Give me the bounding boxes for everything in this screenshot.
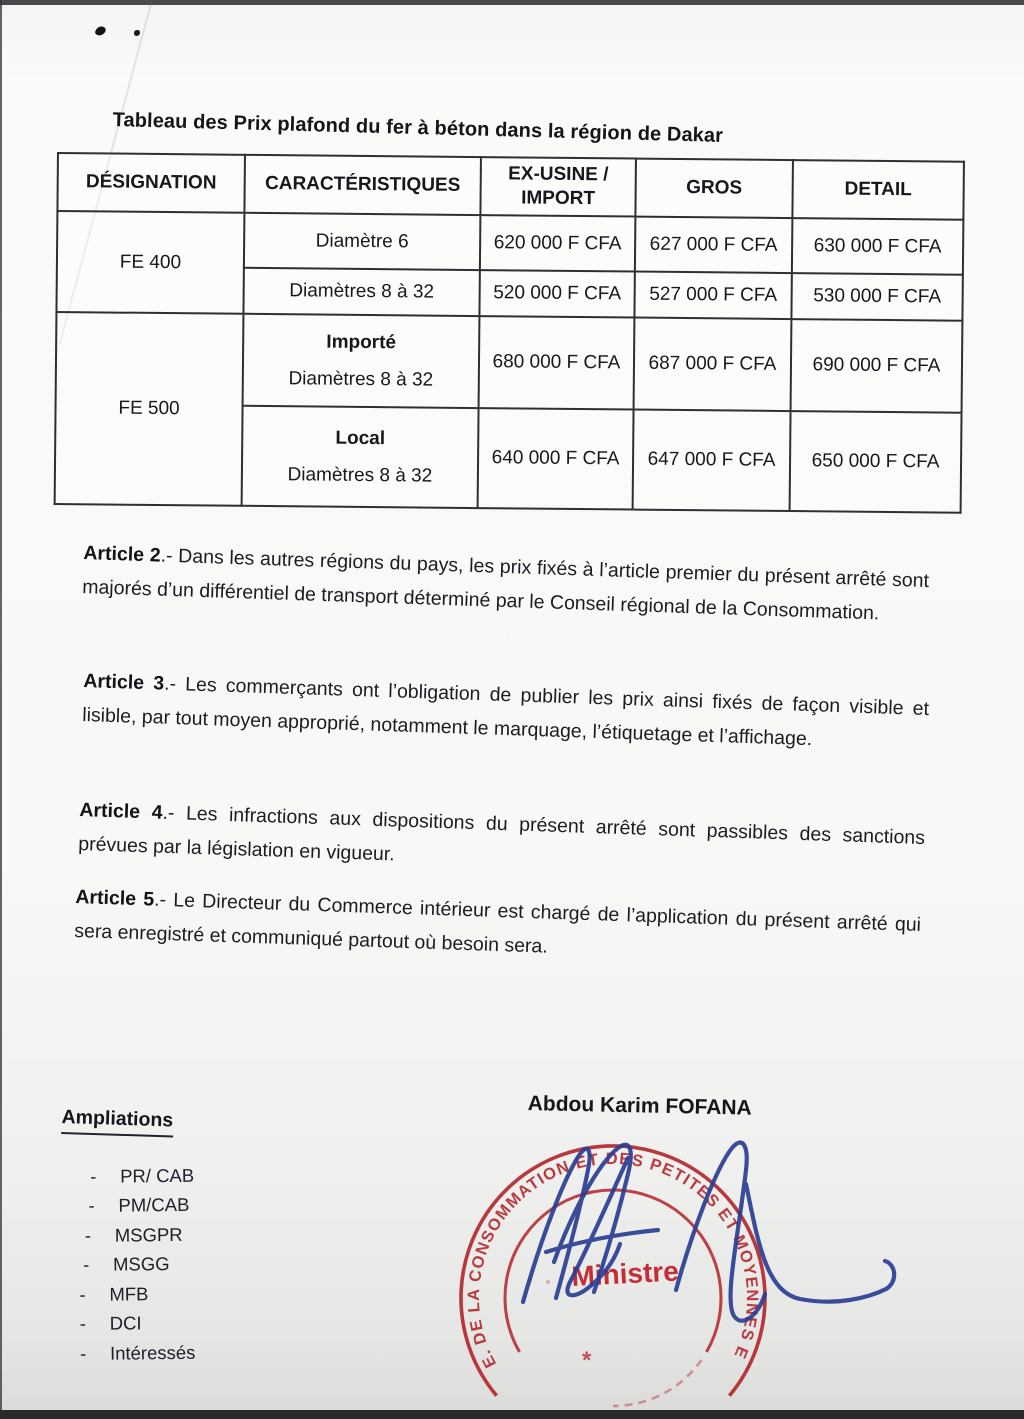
cell-price-gros: 527 000 F CFA [634,272,791,320]
list-dash: - [79,1283,86,1305]
cell-price-ex-usine: 640 000 F CFA [478,408,634,509]
cell-price-gros: 647 000 F CFA [633,410,791,512]
signatory-name: Abdou Karim FOFANA [527,1092,752,1120]
cell-price-detail: 630 000 F CFA [792,218,964,275]
list-item-label: MFB [109,1283,149,1305]
cell-price-ex-usine: 680 000 F CFA [479,316,635,409]
cell-carac [242,406,479,508]
article-body: Les commerçants ont l’obligation de publier les prix ainsi fixés de façon visible et lisible, par tout moyen approprié, notamment le marquage, l’étiquetage et l’affichage. [81,673,930,751]
cell-price-detail: 690 000 F CFA [791,319,963,413]
cell-price-detail: 650 000 F CFA [790,411,962,513]
table-row [56,312,963,413]
carac-diameter: Diamètres 8 à 32 [287,464,433,487]
list-item [78,1161,194,1192]
article-body: Les infractions aux dispositions du présent arrêté sont passibles des sanctions prévues par la législation en vigueur. [77,802,926,866]
list-item-label: MSGPR [114,1223,183,1246]
table-title: Tableau des Prix plafond du fer à béton dans la région de Dakar [112,109,724,147]
cell-price-detail: 530 000 F CFA [791,273,962,321]
col-header-ex-usine: EX-USINE / IMPORT [480,157,636,216]
article-sep: .- [160,544,179,568]
list-item [79,1220,195,1251]
article-sep: .- [162,801,187,825]
table-row [57,211,963,275]
article-label: Article 4 [79,798,163,824]
col-header-gros: GROS [635,159,793,219]
article-sep: .- [163,672,186,696]
article-4 [78,793,926,889]
list-item [80,1338,196,1369]
list-dash: - [79,1342,87,1364]
list-dash: - [84,1224,92,1246]
carac-origin-label: Local [335,427,386,450]
ink-speck [134,30,140,36]
cell-carac: Diamètres 8 à 32 [243,268,479,316]
cell-price-ex-usine: 520 000 F CFA [479,270,634,317]
cell-price-gros: 687 000 F CFA [634,318,792,412]
carac-origin-label: Importé [326,331,397,354]
list-item [80,1308,196,1339]
article-body: Le Directeur du Commerce intérieur est chargé de l’application du présent arrêté qui sera enregistré et communiqué partout où besoin sera. [73,889,922,958]
scan-edge-top [0,0,1024,5]
col-header-caracteristiques: CARACTÉRISTIQUES [244,155,481,215]
stamp-ring-text: E. DE LA CONSOMMATION ET DES PETITES ET MOYENNES E [464,1149,762,1371]
ampliations-list [78,1161,196,1369]
stamp-center-text: Ministre [570,1255,680,1292]
list-dash: - [90,1165,97,1187]
article-label: Article 2 [83,541,162,567]
article-2 [82,536,930,632]
cell-designation-fe500: FE 500 [55,312,244,506]
list-item-label: MSGG [112,1253,170,1275]
signature-stroke [676,1143,765,1321]
list-item-label: Intéressés [109,1341,196,1364]
list-dash: - [82,1254,90,1276]
signature-stroke [746,1184,894,1302]
col-header-designation: DÉSIGNATION [57,153,245,213]
signature-stroke [523,1149,590,1302]
ink-speck [94,24,107,37]
list-item [79,1249,195,1280]
scan-edge-left [0,0,2,1419]
list-item-label: PR/ CAB [120,1164,195,1187]
list-item-label: PM/CAB [118,1194,190,1216]
price-table [54,152,965,514]
article-3 [82,664,930,760]
list-dash: - [79,1313,86,1335]
cell-carac [243,314,480,408]
cell-price-gros: 627 000 F CFA [635,217,793,274]
stamp-inner-ring-faded [613,1360,702,1406]
list-item [78,1190,194,1221]
article-label: Article 3 [83,669,165,695]
article-sep: .- [153,888,174,912]
cell-price-ex-usine: 620 000 F CFA [480,215,636,271]
list-item [79,1279,195,1310]
col-header-detail: DETAIL [792,160,964,220]
stamp-star: * [582,1347,592,1374]
list-item-label: DCI [109,1312,142,1334]
article-label: Article 5 [75,885,155,911]
cell-designation-fe400: FE 400 [56,211,244,314]
handwritten-signature [468,1092,908,1357]
table-header-row [57,153,964,220]
list-dash: - [88,1195,95,1217]
carac-diameter: Diamètres 8 à 32 [288,368,434,391]
article-body: Dans les autres régions du pays, les prix fixés à l’article premier du présent arrêté sont majorés d’un différentiel de transport déterminé par le Conseil régional de la Consommation. [81,545,930,625]
ampliations-title: Ampliations [61,1106,173,1137]
article-5 [74,880,922,976]
cell-carac: Diamètre 6 [244,213,481,270]
